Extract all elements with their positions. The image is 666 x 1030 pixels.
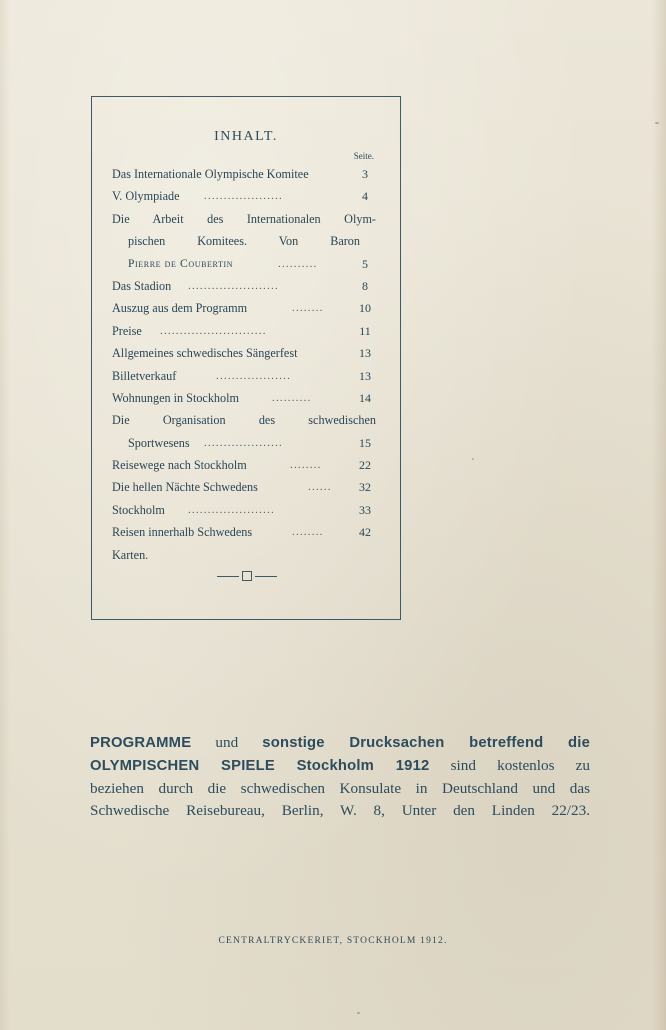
toc-leader-dots: ........ [292,302,324,315]
notice-paragraph [90,732,590,823]
toc-entry [112,163,376,185]
toc-entry [112,476,376,498]
toc-entry [112,409,376,431]
toc-leader-dots: .................... [204,436,283,449]
toc-leader-dots: ...... [308,481,332,494]
toc-list [112,163,376,566]
toc-entry-label: Reisewege nach Stockholm [112,458,247,473]
notice-text: sind kostenlos zu [450,756,591,774]
toc-entry-page: 32 [359,480,371,495]
toc-entry [112,432,376,454]
notice-bold: OLYMPISCHEN SPIELE Stockholm 1912 [90,757,430,774]
toc-entry-page: 33 [359,502,371,517]
toc-page-column-label: Seite. [353,151,374,161]
toc-entry-label: Das Stadion [112,278,172,293]
toc-entry-label: Wohnungen in Stockholm [112,390,239,405]
notice-text: und [215,734,239,751]
toc-entry-page: 15 [359,435,371,450]
toc-entry-page: 13 [359,346,371,361]
toc-entry-page: 8 [362,278,368,293]
toc-entry-label: Preise [112,323,142,338]
toc-entry [112,253,376,275]
notice-line-3: beziehen durch die schwedischen Konsulate in Deutschland und das [90,779,590,797]
paper-speck [655,122,659,124]
toc-entry-label: Stockholm [112,502,165,517]
toc-entry-label: Allgemeines schwedisches Sängerfest [112,346,298,361]
notice-bold: PROGRAMME [90,735,192,751]
toc-entry-label: Die hellen Nächte Schwedens [112,480,258,495]
toc-entry-page: 13 [359,368,371,383]
toc-ornament [217,569,277,583]
toc-entry [112,208,376,230]
toc-entry-label: Auszug aus dem Programm [112,301,248,316]
toc-entry [112,230,376,252]
toc-entry-label: Reisen innerhalb Schwedens [112,525,253,540]
toc-entry-page: 10 [359,301,371,316]
toc-entry [112,297,376,319]
toc-entry [112,387,376,409]
toc-entry-label: Die Arbeit des Internationalen Olym- [112,211,376,226]
toc-entry-label: Karten. [112,547,149,562]
toc-leader-dots: ................... [216,369,292,382]
toc-entry-page: 22 [359,458,371,473]
toc-entry-page: 42 [359,525,371,540]
toc-entry-label: Pierre de Coubertin [128,256,234,270]
toc-leader-dots: ....................... [188,279,279,292]
notice-line-4: Schwedische Reisebureau, Berlin, W. 8, Unter den Linden 22/23. [90,802,590,820]
table-of-contents-box [91,96,401,620]
toc-entry [112,342,376,364]
toc-title: INHALT. [214,129,278,144]
toc-entry [112,185,376,207]
toc-entry-label: Sportwesens [128,435,190,450]
notice-line-1 [90,732,590,755]
toc-entry [112,521,376,543]
toc-entry-label: Billetverkauf [112,368,177,383]
toc-entry-label: V. Olympiade [112,189,180,204]
toc-leader-dots: ........................... [160,324,267,337]
toc-entry-label: Das Internationale Olympische Komitee [112,167,309,181]
toc-entry-label: pischen Komitees. Von Baron [128,234,360,249]
toc-leader-dots: ...................... [188,503,275,516]
toc-entry [112,544,376,566]
toc-entry [112,275,376,297]
paper-speck [472,458,474,460]
toc-leader-dots: .......... [272,391,312,404]
toc-entry [112,499,376,521]
notice-bold: sonstige Drucksachen betreffend die [262,735,591,751]
notice-line-2 [90,755,590,778]
printer-imprint: CENTRALTRYCKERIET, STOCKHOLM 1912. [218,936,448,946]
toc-entry-page: 5 [362,256,368,271]
toc-entry-page: 11 [359,323,371,338]
toc-entry [112,365,376,387]
toc-entry-page: 3 [362,167,368,181]
toc-entry [112,454,376,476]
toc-entry-page: 4 [362,189,368,204]
toc-leader-dots: .................... [204,190,283,203]
toc-leader-dots: ........ [292,526,324,539]
toc-leader-dots: ........ [290,459,322,472]
toc-entry-page: 14 [359,390,371,405]
paper-edge-left [0,0,10,1030]
toc-leader-dots: .......... [278,257,318,270]
toc-entry-label: Die Organisation des schwedischen [112,413,376,428]
toc-entry [112,320,376,342]
paper-speck [357,1012,360,1014]
paper-edge-right [652,0,666,1030]
